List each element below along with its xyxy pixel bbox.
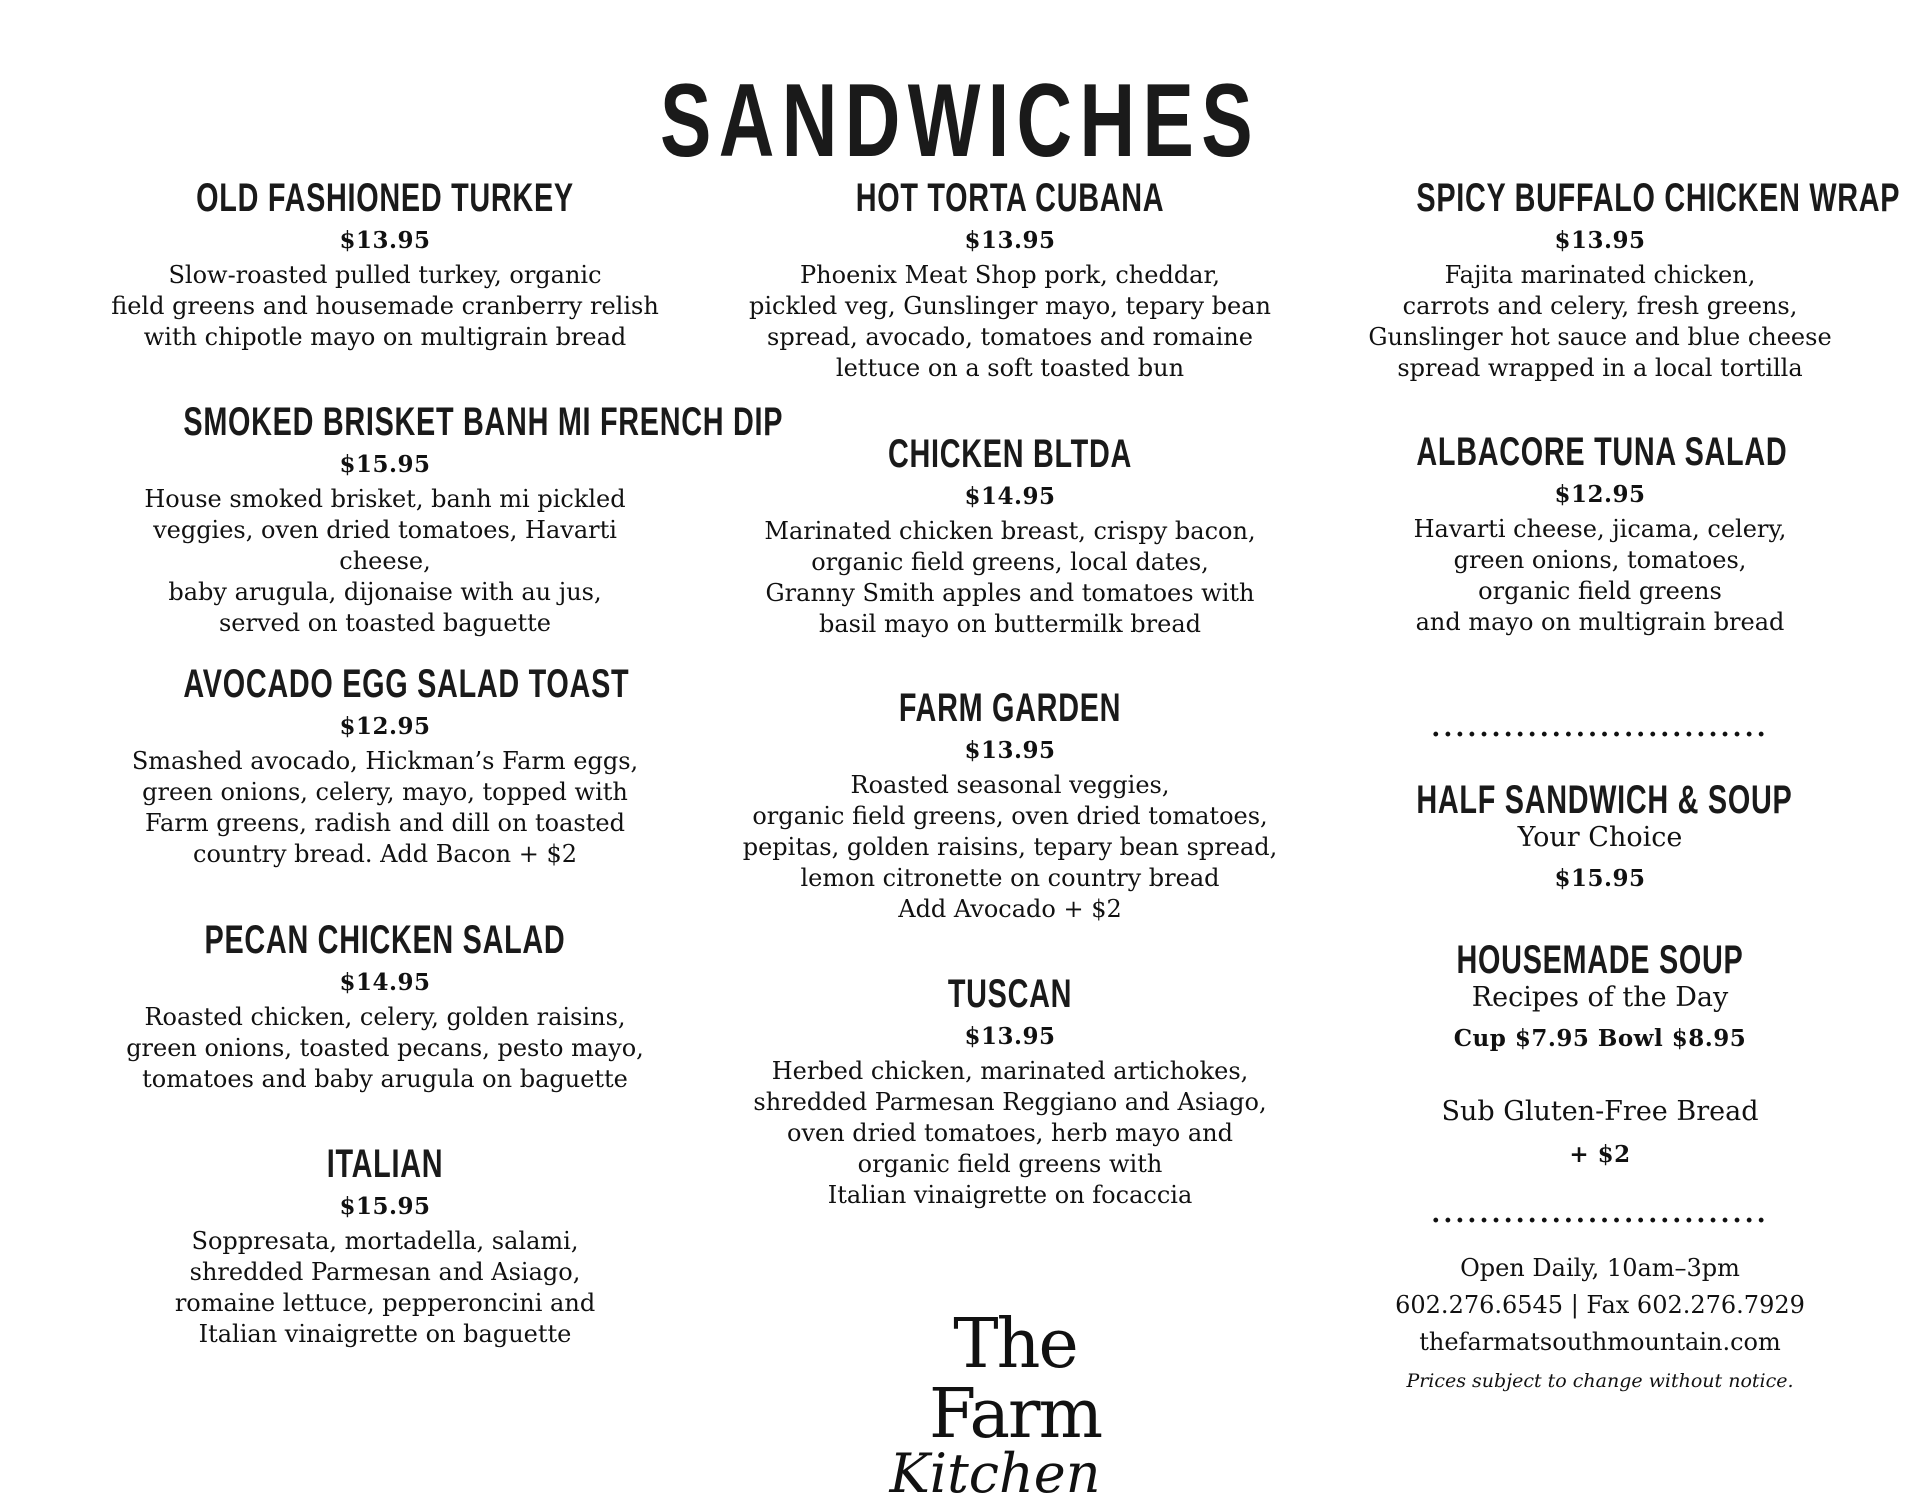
item-name: HALF SANDWICH & SOUP <box>1416 778 1793 822</box>
menu-item-tuscan <box>730 972 1290 1211</box>
item-price: $14.95 <box>964 483 1056 510</box>
item-price: $13.95 <box>1554 227 1646 254</box>
item-description: Havarti cheese, jicama, celery, green onions, tomatoes, organic field greens and mayo on multigrain bread <box>1413 515 1787 636</box>
menu-item-spicy-buffalo-wrap <box>1345 176 1901 384</box>
item-price: $12.95 <box>339 713 431 740</box>
item-description: Roasted chicken, celery, golden raisins, green onions, toasted pecans, pesto mayo, tomatoes and baby arugula on baguette <box>126 1003 644 1093</box>
item-description: Soppresata, mortadella, salami, shredded Parmesan and Asiago, romaine lettuce, pepperoncini and Italian vinaigrette on baguette <box>174 1227 596 1348</box>
item-subtitle: Your Choice <box>1517 822 1683 853</box>
item-description: Marinated chicken breast, crispy bacon, organic field greens, local dates, Granny Smith apples and tomatoes with basil mayo on buttermilk bread <box>764 517 1256 638</box>
item-name: PECAN CHICKEN SALAD <box>204 918 566 962</box>
item-name: TUSCAN <box>947 972 1073 1016</box>
item-name: SMOKED BRISKET BANH MI FRENCH DIP <box>183 400 784 444</box>
menu-item-hot-torta-cubana <box>730 176 1290 384</box>
hours-text: Open Daily, 10am–3pm <box>1460 1254 1740 1282</box>
item-price: Cup $7.95 Bowl $8.95 <box>1453 1025 1747 1052</box>
menu-item-italian <box>105 1142 665 1350</box>
item-name: CHICKEN BLTDA <box>887 432 1133 476</box>
item-name: HOT TORTA CUBANA <box>855 176 1165 220</box>
item-name: OLD FASHIONED TURKEY <box>196 176 574 220</box>
item-description: Phoenix Meat Shop pork, cheddar, pickled veg, Gunslinger mayo, tepary bean spread, avocado, tomatoes and romaine lettuce on a soft toasted bun <box>749 261 1271 382</box>
item-subtitle: Recipes of the Day <box>1471 982 1729 1013</box>
item-price: $15.95 <box>1554 865 1646 892</box>
item-price: + $2 <box>1569 1141 1631 1168</box>
page-title: SANDWICHES <box>660 63 1260 179</box>
item-price: $15.95 <box>339 1193 431 1220</box>
gluten-free-option <box>1345 1096 1855 1170</box>
item-description: Fajita marinated chicken, carrots and celery, fresh greens, Gunslinger hot sauce and blue cheese spread wrapped in a local tortilla <box>1368 261 1832 382</box>
item-price: $14.95 <box>339 969 431 996</box>
phone-text: 602.276.6545 | Fax 602.276.7929 <box>1395 1291 1805 1319</box>
item-price: $13.95 <box>964 227 1056 254</box>
website-text: thefarmatsouthmountain.com <box>1419 1328 1781 1356</box>
item-price: $15.95 <box>339 451 431 478</box>
menu-item-chicken-bltda <box>730 432 1290 640</box>
item-price: $12.95 <box>1554 481 1646 508</box>
menu-item-albacore-tuna <box>1345 430 1855 638</box>
item-name: SPICY BUFFALO CHICKEN WRAP <box>1416 176 1901 220</box>
dotted-divider: ............................ <box>1431 713 1769 743</box>
item-description: Slow-roasted pulled turkey, organic field greens and housemade cranberry relish with chipotle mayo on multigrain bread <box>111 261 659 351</box>
menu-item-avocado-egg-salad <box>105 662 665 870</box>
menu-item-pecan-chicken-salad <box>105 918 665 1095</box>
gluten-free-label: Sub Gluten-Free Bread <box>1441 1096 1759 1127</box>
housemade-soup <box>1345 938 1855 1054</box>
item-name: AVOCADO EGG SALAD TOAST <box>183 662 630 706</box>
logo-text-top: The Farm <box>928 1305 1102 1454</box>
item-description: Roasted seasonal veggies, organic field greens, oven dried tomatoes, pepitas, golden raisins, tepary bean spread, lemon citronette on country bread Add Avocado + $2 <box>742 771 1278 923</box>
item-description: Smashed avocado, Hickman’s Farm eggs, green onions, celery, mayo, topped with Farm greens, radish and dill on toasted country bread. Add Bacon + $2 <box>131 747 639 868</box>
item-name: ALBACORE TUNA SALAD <box>1416 430 1788 474</box>
menu-item-farm-garden <box>730 686 1290 925</box>
logo-text-bottom: Kitchen <box>889 1442 1101 1505</box>
contact-info <box>1345 1250 1855 1395</box>
item-name: FARM GARDEN <box>898 686 1122 730</box>
item-description: Herbed chicken, marinated artichokes, shredded Parmesan Reggiano and Asiago, oven dried tomatoes, herb mayo and organic field greens with Italian vinaigrette on focaccia <box>753 1057 1267 1209</box>
dotted-divider: ............................ <box>1431 1199 1769 1229</box>
item-price: $13.95 <box>964 737 1056 764</box>
item-price: $13.95 <box>964 1023 1056 1050</box>
item-name: HOUSEMADE SOUP <box>1456 938 1744 982</box>
item-description: House smoked brisket, banh mi pickled veggies, oven dried tomatoes, Havarti cheese, baby arugula, dijonaise with au jus, served on toasted baguette <box>144 485 626 637</box>
the-farm-kitchen-logo <box>870 1305 1160 1505</box>
menu-item-smoked-brisket <box>105 400 784 639</box>
price-disclaimer: Prices subject to change without notice. <box>1406 1370 1794 1392</box>
item-price: $13.95 <box>339 227 431 254</box>
item-name: ITALIAN <box>326 1142 444 1186</box>
menu-item-old-fashioned-turkey <box>105 176 665 353</box>
half-sandwich-soup <box>1345 778 1855 894</box>
